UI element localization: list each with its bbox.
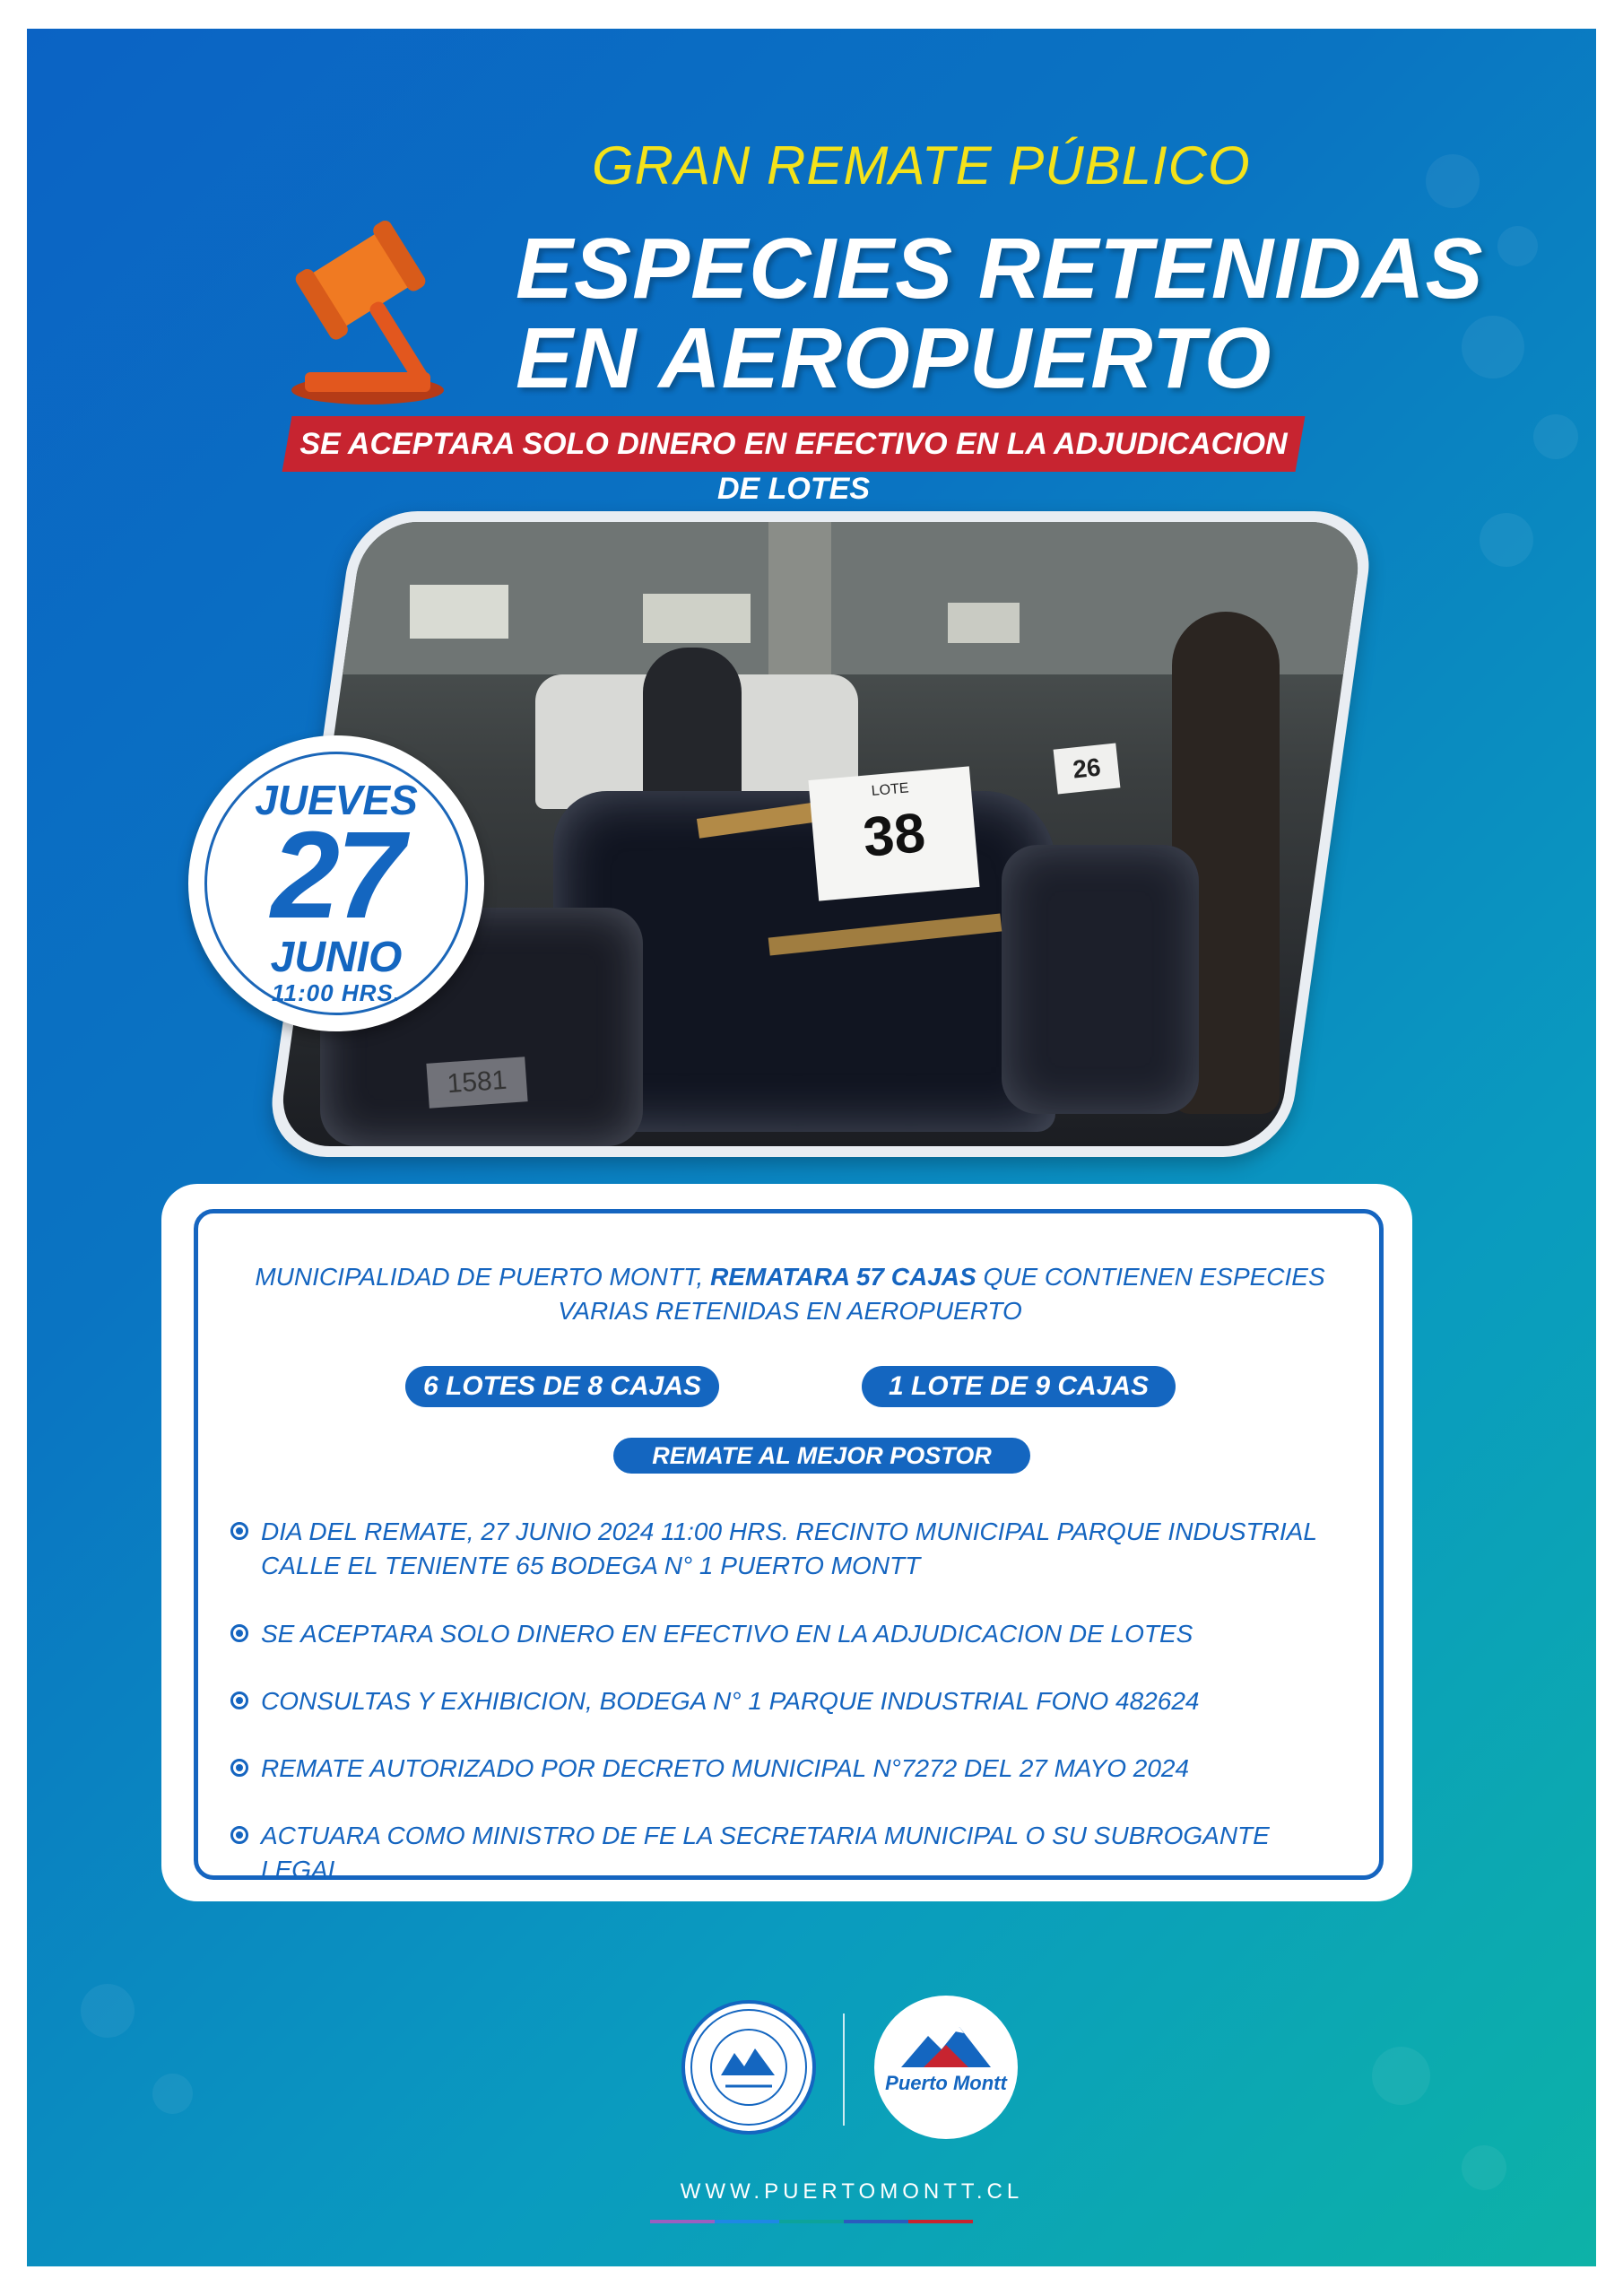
intro-bold: REMATARA 57 CAJAS bbox=[710, 1263, 976, 1291]
decor-dot bbox=[1497, 226, 1538, 266]
event-subtitle: GRAN REMATE PÚBLICO bbox=[592, 135, 1251, 196]
photo-window bbox=[643, 594, 751, 643]
decor-dot bbox=[1533, 414, 1578, 459]
info-card-border bbox=[194, 1209, 1384, 1883]
wrapped-luggage bbox=[1002, 845, 1199, 1114]
decor-dot bbox=[1480, 513, 1533, 567]
title-line-1: ESPECIES RETENIDAS bbox=[516, 221, 1484, 317]
intro-prefix: MUNICIPALIDAD DE PUERTO MONTT, bbox=[255, 1263, 711, 1291]
decor-dot bbox=[1462, 2145, 1506, 2190]
decor-dot bbox=[152, 2074, 193, 2114]
lot-tag-small: 26 bbox=[1054, 743, 1121, 794]
flag-color-line bbox=[650, 2220, 973, 2223]
badge-day: JUEVES bbox=[255, 777, 418, 823]
decor-dot bbox=[1426, 154, 1480, 208]
bullet-radio-icon bbox=[230, 1759, 248, 1777]
puerto-montt-logo bbox=[874, 1996, 1018, 2139]
bullet-text: SE ACEPTARA SOLO DINERO EN EFECTIVO EN LA ADJUDICACION DE LOTES bbox=[261, 1620, 1193, 1648]
lot-tag-label: LOTE bbox=[871, 780, 910, 799]
bullet-radio-icon bbox=[230, 1692, 248, 1709]
intro-text bbox=[243, 1260, 1337, 1328]
municipal-seal-logo bbox=[681, 2000, 816, 2135]
title-line-2: EN AEROPUERTO bbox=[516, 310, 1272, 406]
footer-divider bbox=[843, 2013, 845, 2126]
logo-text: Puerto Montt bbox=[885, 2072, 1007, 2094]
best-bidder-pill: REMATE AL MEJOR POSTOR bbox=[613, 1438, 1030, 1474]
info-card bbox=[161, 1184, 1412, 1901]
lot-tag-number: 38 bbox=[860, 802, 928, 869]
intro-suffix: QUE CONTIENEN ESPECIES VARIAS RETENIDAS EN AEROPUERTO bbox=[558, 1263, 1325, 1325]
bullet-radio-icon bbox=[230, 1826, 248, 1844]
bullet-text: ACTUARA COMO MINISTRO DE FE LA SECRETARIA MUNICIPAL O SU SUBROGANTE LEGAL bbox=[261, 1822, 1270, 1883]
seal-graphic bbox=[685, 2004, 812, 2131]
bullet-radio-icon bbox=[230, 1624, 248, 1642]
logo-mountains-icon bbox=[874, 1996, 1018, 2139]
bullet-text: REMATE AUTORIZADO POR DECRETO MUNICIPAL N°7272 DEL 27 MAYO 2024 bbox=[261, 1754, 1190, 1782]
bullet-text: DIA DEL REMATE, 27 JUNIO 2024 11:00 HRS. RECINTO MUNICIPAL PARQUE INDUSTRIAL CALLE EL TENIENTE 65 BODEGA N° 1 PUERTO MONTT bbox=[261, 1518, 1317, 1579]
date-badge bbox=[188, 735, 484, 1031]
lots-pill-2: 1 LOTE DE 9 CAJAS bbox=[862, 1366, 1176, 1407]
photo-window bbox=[410, 585, 508, 639]
gavel-icon bbox=[269, 211, 448, 408]
lot-tag bbox=[808, 766, 979, 900]
website-link[interactable]: WWW.PUERTOMONTT.CL bbox=[680, 2179, 1024, 2204]
lot-tag-small: 1581 bbox=[426, 1057, 527, 1109]
photo-window bbox=[948, 603, 1020, 643]
decor-dot bbox=[81, 1984, 135, 2038]
badge-time: 11:00 HRS. bbox=[272, 979, 401, 1006]
decor-dot bbox=[1462, 316, 1524, 378]
badge-month: JUNIO bbox=[270, 934, 403, 981]
banner-text: SE ACEPTARA SOLO DINERO EN EFECTIVO EN LA ADJUDICACION DE LOTES bbox=[299, 427, 1288, 506]
bullet-text: CONSULTAS Y EXHIBICION, BODEGA N° 1 PARQUE INDUSTRIAL FONO 482624 bbox=[261, 1687, 1200, 1715]
lots-pill-1: 6 LOTES DE 8 CAJAS bbox=[405, 1366, 719, 1407]
badge-day-number: 27 bbox=[271, 806, 402, 944]
bullet-radio-icon bbox=[230, 1522, 248, 1540]
decor-dot bbox=[1372, 2047, 1430, 2105]
